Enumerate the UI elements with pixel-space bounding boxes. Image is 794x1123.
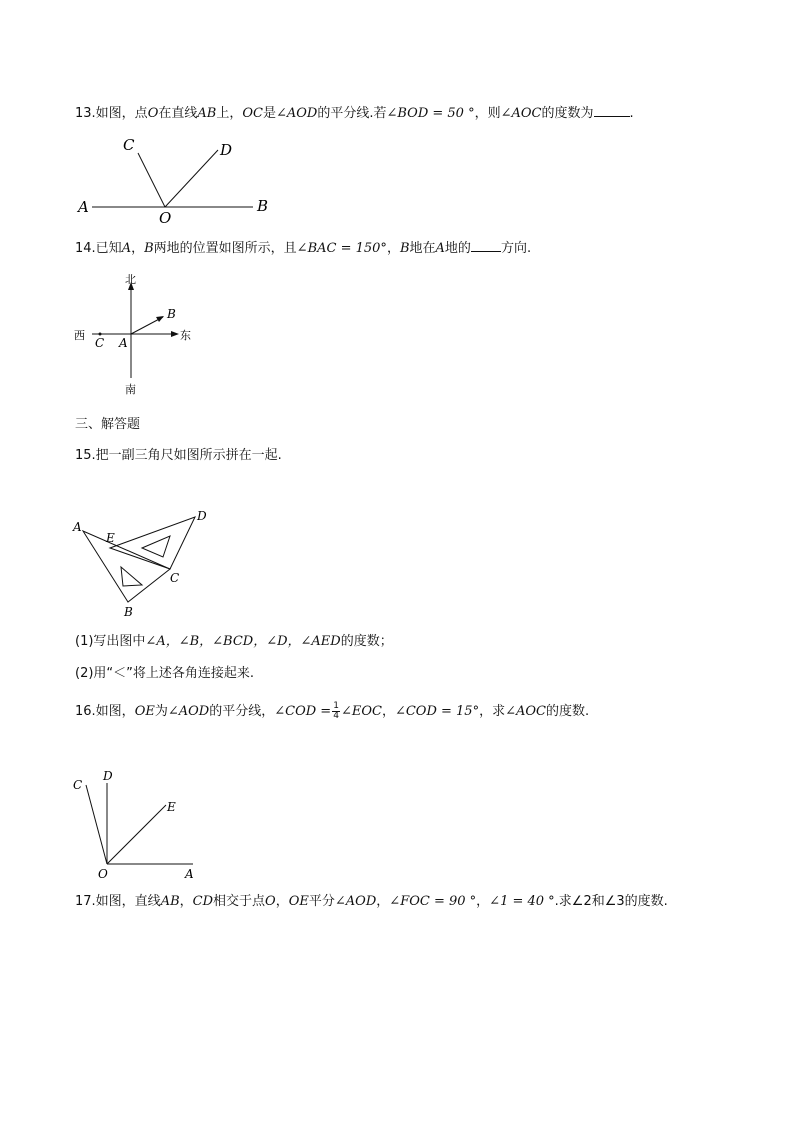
q16-ray-oc [86, 785, 107, 864]
q16-label-a: A [185, 867, 194, 881]
q13-ray-oc [138, 153, 165, 207]
q15-label-a: A [73, 520, 82, 534]
q14-label-north: 北 [125, 273, 136, 286]
q13-label-c: C [123, 136, 135, 154]
q14-label-b: B [167, 307, 176, 321]
q14-label-c: C [95, 336, 105, 350]
q16-figure [70, 765, 210, 885]
q14-figure [70, 270, 200, 400]
q17-text: 17.如图，直线AB，CD相交于点O，OE平分∠AOD，∠FOC = 90 °，∠1 = 40 °.求∠2和∠3的度数. [75, 894, 668, 909]
q13-label-o: O [159, 209, 172, 227]
q14-east-arrow [171, 331, 179, 337]
q16-ray-oe [107, 805, 166, 864]
q13-ray-od [165, 150, 218, 207]
q15-label-b: B [124, 605, 133, 619]
q15-text: 15.把一副三角尺如图所示拼在一起. [75, 448, 282, 463]
q13-label-d: D [220, 141, 233, 159]
q16-label-c: C [73, 778, 83, 792]
q15-figure [70, 505, 220, 625]
q14-label-west: 西 [74, 329, 85, 342]
q14-text: 14.已知A，B两地的位置如图所示，且∠BAC = 150°，B地在A地的 方向. [75, 241, 532, 256]
q15-label-c: C [170, 571, 180, 585]
q15-inner-triangle-2 [121, 567, 142, 586]
q16-label-e: E [167, 800, 176, 814]
q13-text: 13.如图，点O在直线AB上，OC是∠AOD的平分线.若∠BOD = 50 °，则∠AOC的度数为 . [75, 106, 634, 121]
q16-fraction: $\frac{1}{4}$ [333, 701, 339, 721]
q13-label-a: A [78, 198, 89, 216]
section-3-title: 三、解答题 [75, 417, 141, 432]
q14-label-a: A [119, 336, 128, 350]
q13-label-b: B [257, 197, 269, 215]
q15-inner-triangle-1 [142, 536, 170, 557]
q15-sub2: (2)用“＜”将上述各角连接起来. [75, 666, 255, 681]
q13-figure [70, 130, 290, 230]
q14-answer-blank[interactable] [471, 239, 501, 252]
q16-label-o: O [98, 867, 108, 881]
q16-label-d: D [103, 769, 113, 783]
q16-text: 16.如图，OE为∠AOD的平分线，∠COD = $\frac{1}{4}$ ∠EOC，∠COD = 15°，求∠AOC的度数. [75, 701, 590, 721]
q14-label-south: 南 [125, 383, 136, 396]
q15-label-e: E [106, 531, 115, 545]
q15-sub1: (1)写出图中∠A，∠B，∠BCD，∠D，∠AED的度数； [75, 634, 393, 649]
q14-b-arrow [156, 316, 164, 322]
q14-label-east: 东 [180, 329, 191, 342]
q13-answer-blank[interactable] [594, 104, 630, 117]
q15-label-d: D [197, 509, 207, 523]
